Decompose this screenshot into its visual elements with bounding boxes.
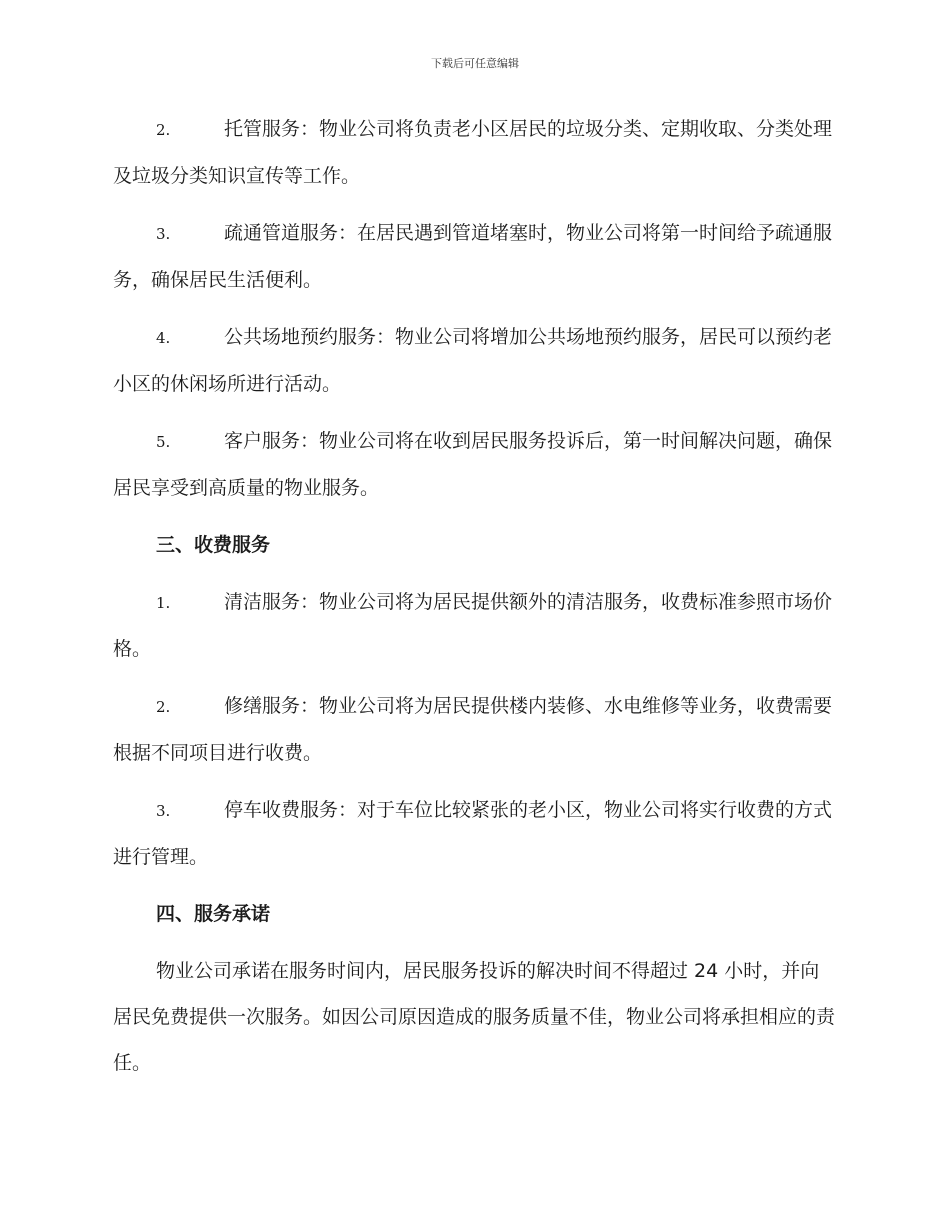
list-number: 2. xyxy=(156,698,171,716)
list-text: 疏通管道服务：在居民遇到管道堵塞时，物业公司将第一时间给予疏通服务，确保居民生活便利。 xyxy=(113,222,833,291)
list-item xyxy=(113,106,835,199)
document-body xyxy=(113,106,835,1086)
list-text: 公共场地预约服务：物业公司将增加公共场地预约服务，居民可以预约老小区的休闲场所进行活动。 xyxy=(113,326,833,395)
list-item xyxy=(113,314,835,407)
section-heading: 三、收费服务 xyxy=(156,534,271,556)
list-number: 4. xyxy=(156,329,171,347)
list-item xyxy=(113,683,835,776)
list-item xyxy=(113,787,835,880)
list-number: 3. xyxy=(156,225,171,243)
paragraph: 物业公司承诺在服务时间内，居民服务投诉的解决时间不得超过 24 小时，并向居民免费提供一次服务。如因公司原因造成的服务质量不佳，物业公司将承担相应的责任。 xyxy=(113,960,836,1074)
page-header: 下载后可任意编辑 xyxy=(431,57,519,70)
list-item xyxy=(113,418,835,511)
list-number: 3. xyxy=(156,802,171,820)
list-number: 5. xyxy=(156,433,171,451)
list-text: 托管服务：物业公司将负责老小区居民的垃圾分类、定期收取、分类处理及垃圾分类知识宣传等工作。 xyxy=(113,118,833,187)
list-number: 1. xyxy=(156,594,171,612)
section-heading: 四、服务承诺 xyxy=(156,903,271,925)
list-text: 停车收费服务：对于车位比较紧张的老小区，物业公司将实行收费的方式进行管理。 xyxy=(113,799,833,868)
list-text: 修缮服务：物业公司将为居民提供楼内装修、水电维修等业务，收费需要根据不同项目进行收费。 xyxy=(113,695,833,764)
list-text: 清洁服务：物业公司将为居民提供额外的清洁服务，收费标准参照市场价格。 xyxy=(113,591,833,660)
list-item xyxy=(113,210,835,303)
list-item xyxy=(113,579,835,672)
list-text: 客户服务：物业公司将在收到居民服务投诉后，第一时间解决问题，确保居民享受到高质量的物业服务。 xyxy=(113,430,833,499)
list-number: 2. xyxy=(156,121,171,139)
